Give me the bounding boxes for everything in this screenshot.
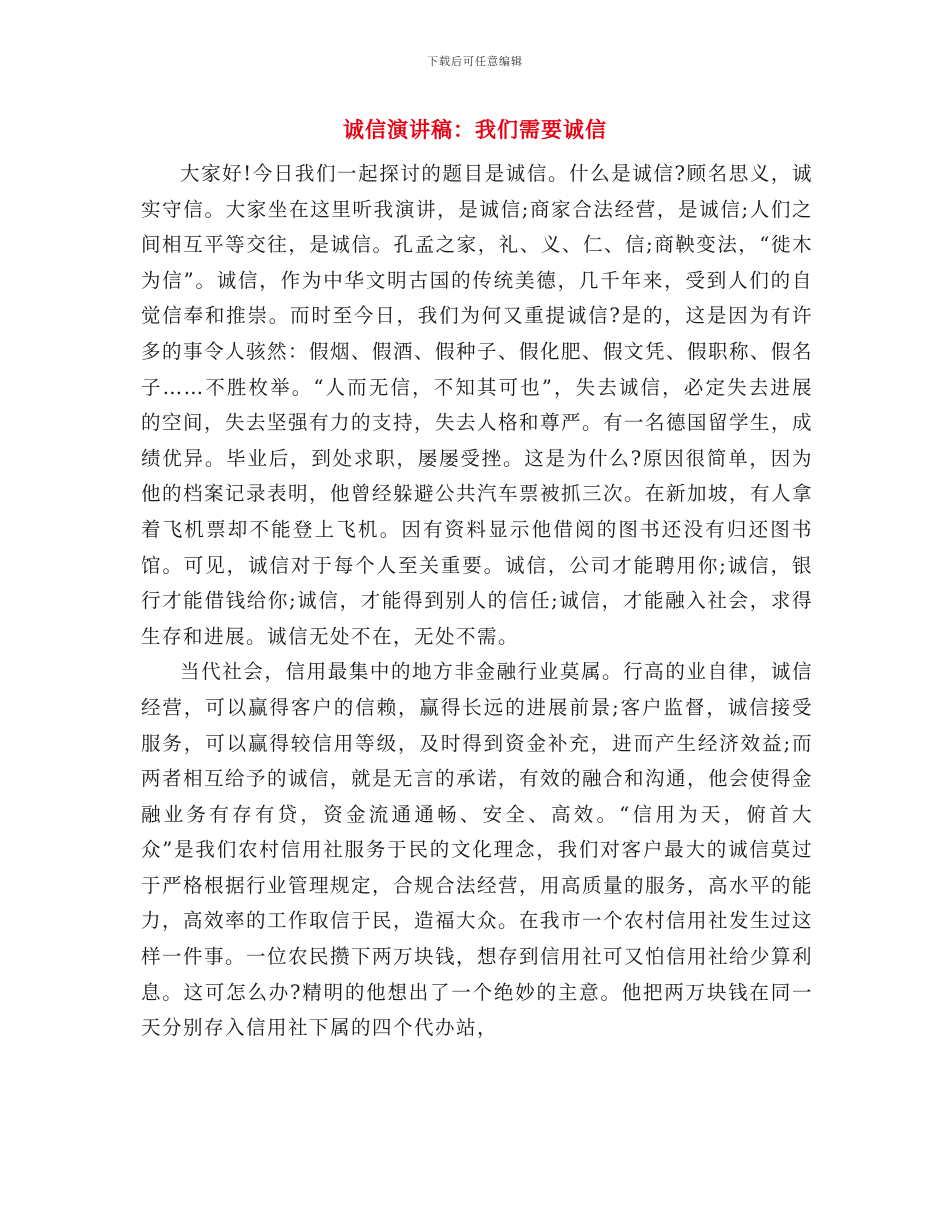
- paragraph: 大家好!今日我们一起探讨的题目是诚信。什么是诚信?顾名思义，诚实守信。大家坐在这里听我演讲，是诚信;商家合法经营，是诚信;人们之间相互平等交往，是诚信。孔孟之家，礼、义、仁、信;商鞅变法，“徙木为信”。诚信，作为中华文明古国的传统美德，几千年来，受到人们的自觉信奉和推崇。而时至今日，我们为何又重提诚信?是的，这是因为有许多的事令人骇然：假烟、假酒、假种子、假化肥、假文凭、假职称、假名子……不胜枚举。“人而无信，不知其可也”，失去诚信，必定失去进展的空间，失去坚强有力的支持，失去人格和尊严。有一名德国留学生，成绩优异。毕业后，到处求职，屡屡受挫。这是为什么?原因很简单，因为他的档案记录表明，他曾经躲避公共汽车票被抓三次。在新加坡，有人拿着飞机票却不能登上飞机。因有资料显示他借阅的图书还没有归还图书馆。可见，诚信对于每个人至关重要。诚信，公司才能聘用你;诚信，银行才能借钱给你;诚信，才能得到别人的信任;诚信，才能融入社会，求得生存和进展。诚信无处不在，无处不需。: [141, 162, 814, 648]
- document-title: 诚信演讲稿：我们需要诚信: [343, 118, 607, 142]
- header-note: 下载后可任意编辑: [427, 55, 523, 68]
- paragraph: 当代社会，信用最集中的地方非金融行业莫属。行高的业自律，诚信经营，可以赢得客户的信赖，赢得长远的进展前景;客户监督，诚信接受服务，可以赢得较信用等级，及时得到资金补充，进而产生经济效益;而两者相互给予的诚信，就是无言的承诺，有效的融合和沟通，他会使得金融业务有存有贷，资金流通通畅、安全、高效。“信用为天，俯首大众”是我们农村信用社服务于民的文化理念，我们对客户最大的诚信莫过于严格根据行业管理规定，合规合法经营，用高质量的服务，高水平的能力，高效率的工作取信于民，造福大众。在我市一个农村信用社发生过这样一件事。一位农民攒下两万块钱，想存到信用社可又怕信用社给少算利息。这可怎么办?精明的他想出了一个绝妙的主意。他把两万块钱在同一天分别存入信用社下属的四个代办站，: [141, 660, 814, 1040]
- document-body: [141, 156, 813, 1046]
